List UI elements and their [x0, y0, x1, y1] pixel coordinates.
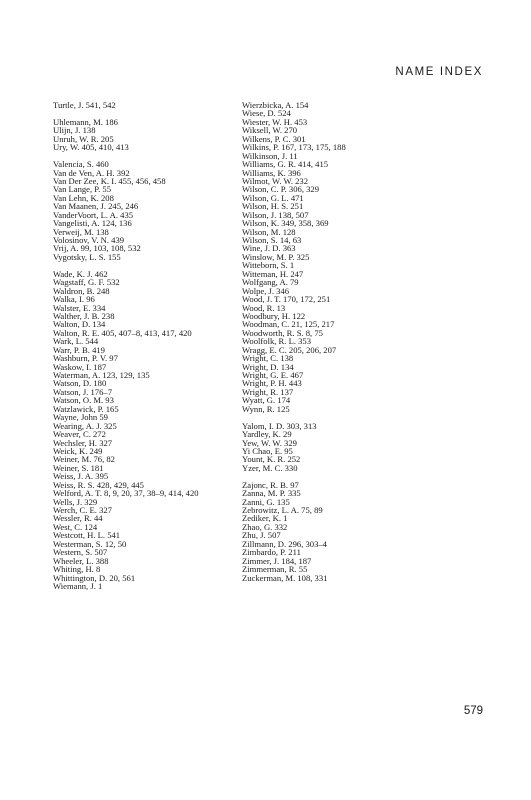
index-entry: Walka, I. 96	[53, 294, 95, 305]
index-entry: Vygotsky, L. S. 155	[53, 251, 121, 262]
index-entry: Yardley, K. 29	[242, 429, 292, 440]
index-entry: Woodman, C. 21, 125, 217	[242, 319, 335, 330]
index-entry: Wragg, E. C. 205, 206, 207	[242, 344, 337, 355]
index-entry: Turtle, J. 541, 542	[53, 100, 116, 110]
index-entry: Zediker, K. 1	[242, 513, 288, 524]
index-entry: Wiester, W. H. 453	[242, 116, 308, 127]
index-entry: Wayne, John 59	[53, 412, 108, 423]
index-entry: VanderVoort, L. A. 435	[53, 209, 134, 220]
running-header: NAME INDEX	[395, 66, 483, 78]
index-entry: Wearing, A. J. 325	[53, 420, 117, 431]
index-entry: Wiese, D. 524	[242, 108, 291, 119]
index-entry: Weiss, J. A. 395	[53, 471, 109, 482]
index-entry: Wade, K. J. 462	[53, 268, 108, 279]
index-entry: Watson, D. 180	[53, 378, 107, 389]
index-entry: Yount, K. R. 252	[242, 454, 301, 465]
index-entry: Zhu, J. 507	[242, 530, 281, 541]
index-entry: Wierzbicka, A. 154	[242, 100, 309, 110]
index-entry: Zimmer, J. 184, 187	[242, 555, 312, 566]
index-entry: Wolpe, J. 346	[242, 285, 290, 296]
index-entry: Wheeler, L. 388	[53, 555, 109, 566]
index-entry: Witteman, H. 247	[242, 268, 304, 279]
index-entry: Valencia, S. 460	[53, 159, 109, 170]
index-entry: Zanna, M. P. 335	[242, 488, 301, 499]
index-entry: Wilkinson, J. 11	[242, 150, 298, 161]
index-entry: Zimmerman, R. 55	[242, 564, 308, 575]
index-entry: Van Lange, P. 55	[53, 184, 111, 195]
index-column-right	[242, 101, 346, 582]
index-entry: Westcott, H. L. 541	[53, 530, 121, 541]
index-entry: Wynn, R. 125	[242, 403, 290, 414]
index-entry: Walster, E. 334	[53, 302, 106, 313]
index-entry: Vrij, A. 99, 103, 108, 532	[53, 243, 141, 254]
index-entry: Van Der Zee, K. I. 455, 456, 458	[53, 175, 166, 186]
index-entry: Unruh, W. R. 205	[53, 133, 114, 144]
index-entry: Weiner, S. 181	[53, 462, 104, 473]
index-entry: Watson, J. 176–7	[53, 386, 112, 397]
index-entry: Waldron, B. 248	[53, 285, 110, 296]
index-entry: Winslow, M. P. 325	[242, 251, 310, 262]
index-entry: Washburn, P. V. 97	[53, 353, 118, 364]
index-entry: Van Lehn, K. 208	[53, 192, 114, 203]
index-entry: Zuckerman, M. 108, 331	[242, 572, 328, 583]
index-entry: Woodbury, H. 122	[242, 310, 306, 321]
index-entry: Wilson, J. 138, 507	[242, 209, 309, 220]
index-entry: Watzlawick, P. 165	[53, 403, 119, 414]
index-entry: Weiner, M. 76, 82	[53, 454, 115, 465]
index-entry: Witteborn, S. 1	[242, 260, 295, 271]
index-entry: Uhlemann, M. 186	[53, 116, 118, 127]
index-entry: Wyatt, G. 174	[242, 395, 291, 406]
index-entry: Weick, K. 249	[53, 445, 103, 456]
index-entry: Wilson, H. S. 251	[242, 201, 304, 212]
index-entry: Yalom, I. D. 303, 313	[242, 420, 317, 431]
index-entry: Zimbardo, P. 211	[242, 547, 301, 558]
index-entry: Zajonc, R. B. 97	[242, 479, 299, 490]
index-entry: Westerman, S. 12, 50	[53, 538, 127, 549]
index-entry: Wright, G. E. 467	[242, 370, 304, 380]
index-entry: Woodworth, R. S. 8, 75	[242, 327, 323, 338]
index-entry: Yzer, M. C. 330	[242, 462, 298, 473]
index-entry: Wood, R. 13	[242, 302, 286, 313]
index-entry: Van de Ven, A. H. 392	[53, 167, 130, 178]
index-entry: Wells, J. 329	[53, 496, 98, 507]
index-entry: Weiss, R. S. 428, 429, 445	[53, 479, 144, 490]
index-entry: Wilson, S. 14, 63	[242, 235, 302, 245]
index-entry: West, C. 124	[53, 521, 98, 532]
index-entry: Walton, R. E. 405, 407–8, 413, 417, 420	[53, 327, 192, 338]
index-entry: Wilkins, P. 167, 173, 175, 188	[242, 142, 346, 153]
index-entry: Wessler, R. 44	[53, 513, 103, 524]
index-entry: Western, S. 507	[53, 547, 108, 558]
index-entry: Ury, W. 405, 410, 413	[53, 142, 129, 153]
index-entry: Zanni, G. 135	[242, 496, 290, 507]
index-entry: Wiemann, J. 1	[53, 580, 103, 591]
index-entry: Wilson, G. L. 471	[242, 192, 304, 203]
index-entry: Woolfolk, R. L. 353	[242, 336, 312, 347]
index-entry: Yew, W. W. 329	[242, 437, 297, 448]
index-entry: Wiksell, W. 270	[242, 125, 298, 136]
index-entry: Wilson, M. 128	[242, 226, 296, 237]
index-entry: Werch, C. E. 327	[53, 505, 112, 515]
index-entry: Wright, C. 138	[242, 353, 294, 364]
index-entry: Waterman, A. 123, 129, 135	[53, 370, 150, 380]
index-entry: Zebrowitz, L. A. 75, 89	[242, 505, 323, 515]
index-entry: Warr, P. B. 419	[53, 344, 105, 355]
index-entry: Whiting, H. 8	[53, 564, 101, 575]
index-entry: Williams, G. R. 414, 415	[242, 159, 329, 170]
index-entry: Wright, P. H. 443	[242, 378, 302, 389]
index-entry: Walther, J. B. 238	[53, 310, 115, 321]
index-entry: Vangelisti, A. 124, 136	[53, 218, 132, 229]
index-column-left	[53, 101, 199, 590]
index-entry: Weaver, C. 272	[53, 429, 106, 440]
index-entry: Wilson, K. 349, 358, 369	[242, 218, 329, 229]
index-entry: Wilkens, P. C. 301	[242, 133, 306, 144]
index-entry: Wark, L. 544	[53, 336, 99, 347]
index-entry: Watson, O. M. 93	[53, 395, 114, 406]
index-entry: Wood, J. T. 170, 172, 251	[242, 294, 331, 305]
index-entry: Zhao, G. 332	[242, 521, 288, 532]
index-entry: Wolfgang, A. 79	[242, 277, 299, 288]
index-entry: Whittington, D. 20, 561	[53, 572, 136, 583]
page-number: 579	[463, 705, 483, 717]
index-entry: Van Maanen, J. 245, 246	[53, 201, 139, 212]
index-entry: Wine, J. D. 363	[242, 243, 296, 254]
index-entry: Wagstaff, G. F. 532	[53, 277, 120, 288]
index-entry: Yi Chao, E. 95	[242, 445, 293, 456]
index-entry: Walton, D. 134	[53, 319, 106, 330]
index-entry: Wechsler, H. 327	[53, 437, 113, 448]
index-entry: Wright, D. 134	[242, 361, 294, 372]
index-entry: Volosinov, V. N. 439	[53, 235, 125, 245]
index-entry: Waskow, I. 187	[53, 361, 107, 372]
index-entry: Verweij, M. 138	[53, 226, 109, 237]
index-entry: Wilmot, W. W. 232	[242, 175, 309, 186]
index-entry: Wilson, C. P. 306, 329	[242, 184, 320, 195]
index-entry: Welford, A. T. 8, 9, 20, 37, 38–9, 414, 420	[53, 488, 199, 499]
index-entry: Williams, K. 396	[242, 167, 301, 178]
index-entry: Wright, R. 137	[242, 386, 294, 397]
index-entry: Ulijn, J. 138	[53, 125, 96, 136]
index-entry: Zillmann, D. 296, 303–4	[242, 538, 327, 549]
